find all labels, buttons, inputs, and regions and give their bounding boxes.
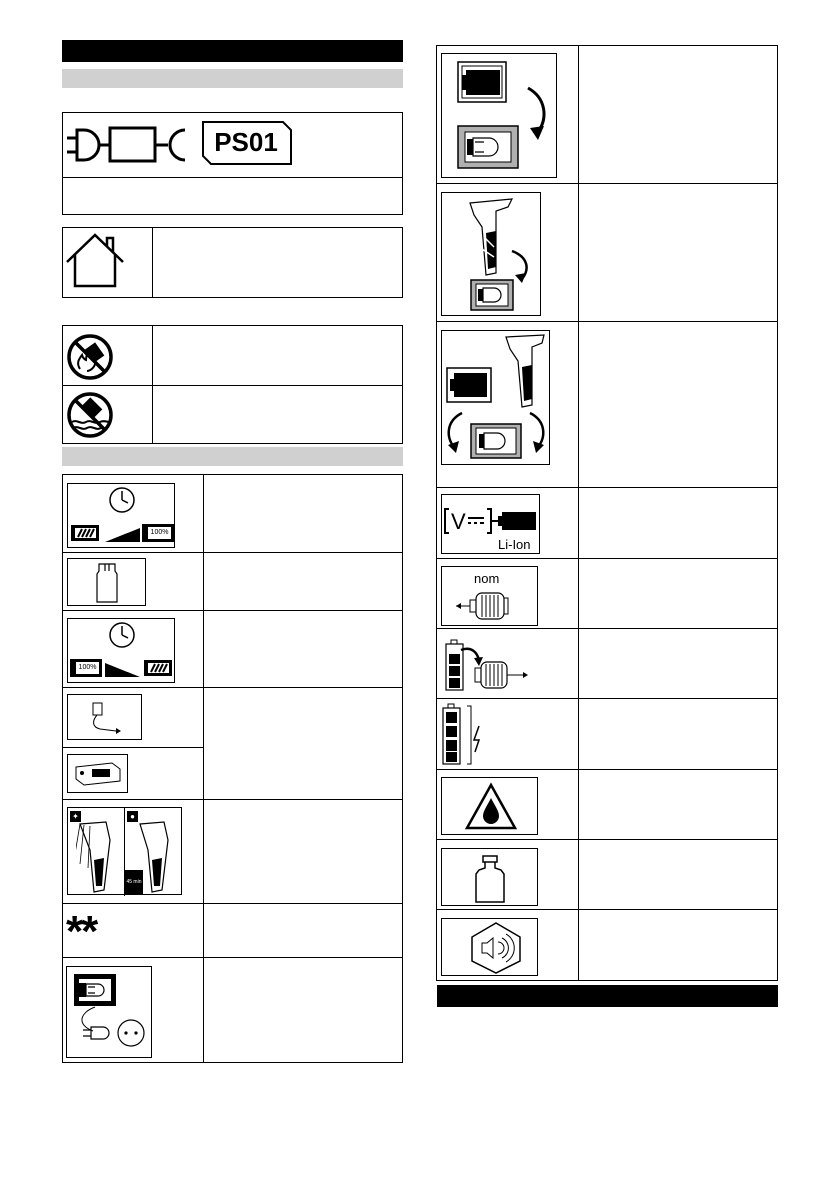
weight-icon — [474, 854, 506, 904]
device-insert-charger-picture — [441, 192, 541, 316]
plug-type-label: PS01 — [214, 127, 278, 157]
light-off-icon: ● — [127, 811, 138, 822]
dc-voltage-icon — [444, 507, 540, 535]
symbols-header-bar — [62, 447, 403, 466]
battery-insert-charger-picture — [441, 53, 557, 178]
window-vac-icon — [466, 197, 516, 277]
charger-icon — [470, 423, 522, 459]
charging-time-picture — [67, 483, 175, 548]
clock-icon — [108, 621, 136, 649]
charging-station-icon — [72, 761, 124, 787]
stars-symbol: ** — [66, 907, 97, 956]
weight-picture — [441, 848, 538, 906]
charging-station-picture — [67, 754, 128, 793]
nominal-speed-picture — [441, 566, 538, 626]
charger-icon — [457, 125, 519, 169]
timer-badge — [125, 870, 143, 894]
battery-motor-icon — [441, 636, 531, 694]
battery-chemistry-label: Li-Ion — [498, 537, 531, 552]
full-battery-icon — [70, 659, 102, 677]
battery-voltage-picture — [441, 494, 540, 554]
headlight-picture — [67, 807, 182, 895]
section-header-bar — [62, 40, 403, 62]
battery-energy-icon — [441, 702, 491, 766]
full-battery-icon — [142, 524, 174, 542]
clock-icon — [108, 486, 136, 514]
sound-power-icon — [470, 921, 522, 975]
battery-pack-icon — [95, 562, 119, 604]
battery-percent-label: 100% — [148, 527, 171, 539]
curved-arrow-right-icon — [526, 411, 548, 455]
no-water-battery-icon — [66, 391, 114, 439]
sound-level-picture — [441, 918, 538, 976]
svg-text:V: V — [451, 509, 466, 534]
curved-arrow-left-icon — [444, 411, 466, 455]
charger-plug-icon — [86, 699, 126, 737]
charge-ramp-icon — [105, 526, 140, 542]
battery-charging-frame-icon — [73, 973, 117, 1007]
battery-icon — [457, 61, 507, 103]
light-on-icon: ✦ — [70, 811, 81, 822]
house-icon — [64, 230, 126, 290]
charger-cable-picture — [67, 694, 142, 740]
liquid-warning-picture — [441, 777, 538, 835]
charger-socket-picture — [66, 966, 152, 1058]
plug-circuit-icon — [64, 120, 199, 170]
window-vac-icon — [504, 333, 548, 409]
motor-icon — [454, 589, 524, 623]
plug-type-label-frame — [201, 120, 293, 166]
battery-percent-label: 100% — [76, 662, 99, 674]
battery-icon — [446, 367, 492, 403]
battery-and-device-charger-picture — [441, 330, 550, 465]
timer-label: 45 min — [126, 879, 142, 885]
discharge-ramp-icon — [105, 661, 140, 677]
battery-motor-picture — [441, 636, 531, 694]
runtime-picture — [67, 618, 175, 683]
no-fire-battery-icon — [66, 333, 114, 381]
empty-battery-icon — [70, 524, 100, 542]
warning-drop-icon — [464, 782, 518, 832]
section-header-bar — [437, 985, 778, 1007]
charger-icon — [470, 279, 514, 311]
empty-battery-icon — [143, 659, 173, 677]
device-light-on-icon — [76, 820, 122, 894]
curved-arrow-icon — [524, 84, 554, 144]
nominal-label: nom — [474, 571, 500, 586]
wall-plug-icon — [75, 1005, 149, 1055]
subsection-header-bar — [62, 69, 403, 88]
battery-pack-picture — [67, 558, 146, 606]
